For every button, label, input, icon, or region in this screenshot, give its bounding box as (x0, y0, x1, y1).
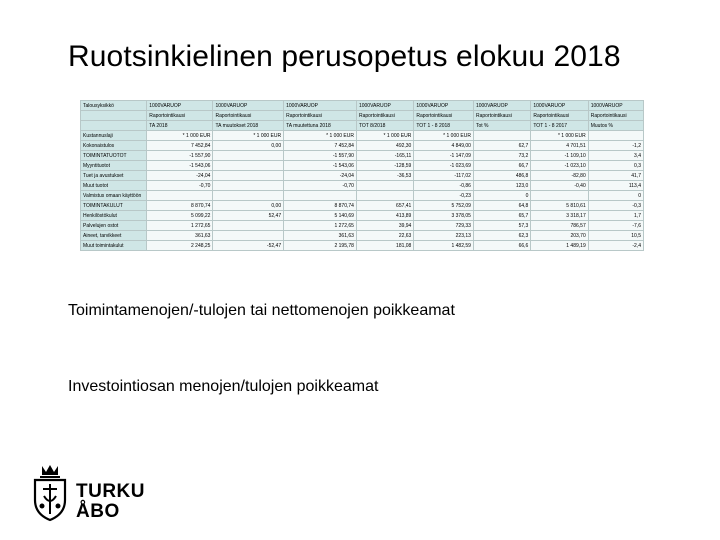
row-label: Muut tuotot (81, 181, 147, 191)
table-cell: 2 195,78 (284, 241, 357, 251)
table-cell: -0,70 (147, 181, 213, 191)
table-cell: 66,6 (473, 241, 530, 251)
table-cell: 181,08 (356, 241, 413, 251)
table-row (81, 171, 644, 181)
table-header-cell: Raportointikausi (588, 111, 643, 121)
table-header-cell: TA muutokset 2018 (213, 121, 284, 131)
table-cell: -52,47 (213, 241, 284, 251)
table-cell: -0,40 (531, 181, 588, 191)
table-cell (213, 171, 284, 181)
table-header-row (81, 101, 644, 111)
table-cell: 113,4 (588, 181, 643, 191)
table-cell: 0 (588, 191, 643, 201)
row-label: Valmistus omaan käyttöön (81, 191, 147, 201)
table-cell (213, 191, 284, 201)
table-cell: -36,53 (356, 171, 413, 181)
table-row (81, 221, 644, 231)
table-cell: 57,3 (473, 221, 530, 231)
table-cell (213, 161, 284, 171)
table-body (81, 101, 644, 251)
table-cell: -7,6 (588, 221, 643, 231)
table-cell (356, 191, 413, 201)
table-cell: 3 378,05 (414, 211, 474, 221)
row-label: TOIMINTATUOTOT (81, 151, 147, 161)
table-cell: * 1 000 EUR (414, 131, 474, 141)
table-header-cell: Raportointikausi (414, 111, 474, 121)
table-cell: 4 849,00 (414, 141, 474, 151)
table-cell: 5 099,22 (147, 211, 213, 221)
table-cell: -0,86 (414, 181, 474, 191)
header-row-label: Talousyksikkö (81, 101, 147, 111)
table-cell: 1,7 (588, 211, 643, 221)
slide-title: Ruotsinkielinen perusopetus elokuu 2018 (68, 40, 621, 73)
table-cell: 52,47 (213, 211, 284, 221)
table-header-cell: Muutos % (588, 121, 643, 131)
table-cell: -165,11 (356, 151, 413, 161)
table-cell: 361,63 (147, 231, 213, 241)
header-row-label (81, 111, 147, 121)
table-cell: 657,41 (356, 201, 413, 211)
table-cell: 73,2 (473, 151, 530, 161)
table-row (81, 201, 644, 211)
table-cell: 1 272,65 (147, 221, 213, 231)
table-cell: 413,89 (356, 211, 413, 221)
table-cell: 4 701,51 (531, 141, 588, 151)
table-cell: * 1 000 EUR (213, 131, 284, 141)
table-cell: -1,2 (588, 141, 643, 151)
table-cell: -82,80 (531, 171, 588, 181)
table-header-cell: Raportointikausi (473, 111, 530, 121)
table-cell: 0 (473, 191, 530, 201)
row-label: Henkilöstökulut (81, 211, 147, 221)
table-row (81, 131, 644, 141)
table-header-row (81, 111, 644, 121)
table-cell: 786,57 (531, 221, 588, 231)
table-header-cell: 1000VARUOP (356, 101, 413, 111)
table-cell: -1 557,90 (284, 151, 357, 161)
table-header-cell: Raportointikausi (356, 111, 413, 121)
table-cell: -1 557,90 (147, 151, 213, 161)
table-row (81, 151, 644, 161)
header-row-label (81, 121, 147, 131)
table-header-cell: 1000VARUOP (147, 101, 213, 111)
table-cell: 66,7 (473, 161, 530, 171)
row-label: Aineet, tarvikkeet (81, 231, 147, 241)
table-cell: 486,8 (473, 171, 530, 181)
turku-abo-logo (30, 462, 160, 524)
table-cell: 3,4 (588, 151, 643, 161)
table-row (81, 241, 644, 251)
table-cell: 1 482,59 (414, 241, 474, 251)
table-cell: -24,04 (284, 171, 357, 181)
table-cell (356, 181, 413, 191)
table-cell: 0,00 (213, 141, 284, 151)
table-cell: 5 140,69 (284, 211, 357, 221)
table-cell: -117,02 (414, 171, 474, 181)
table-cell: -2,4 (588, 241, 643, 251)
table-cell: 64,8 (473, 201, 530, 211)
table-header-cell: TOT 8/2018 (356, 121, 413, 131)
logo-text-abo: ÅBO (76, 501, 120, 522)
row-label: Kustannuslaji (81, 131, 147, 141)
table-cell (588, 131, 643, 141)
table-row (81, 231, 644, 241)
table-header-cell: 1000VARUOP (473, 101, 530, 111)
table-header-cell: TOT 1 - 8 2018 (414, 121, 474, 131)
table-cell: -1 109,10 (531, 151, 588, 161)
table-cell (473, 131, 530, 141)
table-cell: 492,30 (356, 141, 413, 151)
table-header-cell: 1000VARUOP (284, 101, 357, 111)
row-label: Palvelujen ostot (81, 221, 147, 231)
table-cell: 5 752,09 (414, 201, 474, 211)
table-cell: 8 870,74 (284, 201, 357, 211)
table-cell: -1 147,09 (414, 151, 474, 161)
budget-table (80, 100, 644, 251)
table-cell: 0,00 (213, 201, 284, 211)
table-cell: 10,5 (588, 231, 643, 241)
table-header-cell: Raportointikausi (147, 111, 213, 121)
table-cell: -0,70 (284, 181, 357, 191)
table-cell (147, 191, 213, 201)
table-header-cell: 1000VARUOP (213, 101, 284, 111)
table-header-cell: Tot % (473, 121, 530, 131)
table-cell: -1 023,69 (414, 161, 474, 171)
table-header-cell: TA muutettuna 2018 (284, 121, 357, 131)
logo-text-turku: TURKU (76, 481, 145, 502)
table-cell: 0,3 (588, 161, 643, 171)
table-header-cell: Raportointikausi (531, 111, 588, 121)
table-cell: 3 318,17 (531, 211, 588, 221)
table-row (81, 141, 644, 151)
row-label: Tuet ja avustukset (81, 171, 147, 181)
table-cell: 223,13 (414, 231, 474, 241)
table-cell: * 1 000 EUR (147, 131, 213, 141)
table-cell: 39,94 (356, 221, 413, 231)
table-header-cell: TOT 1 - 8 2017 (531, 121, 588, 131)
table-row (81, 161, 644, 171)
table-cell: -1 543,06 (147, 161, 213, 171)
table-header-cell: Raportointikausi (284, 111, 357, 121)
table-row (81, 211, 644, 221)
table-header-row (81, 121, 644, 131)
table-cell: -128,59 (356, 161, 413, 171)
table-cell: 123,0 (473, 181, 530, 191)
table-cell (213, 151, 284, 161)
coat-of-arms-icon (30, 462, 70, 524)
table-cell: 1 489,19 (531, 241, 588, 251)
table-row (81, 181, 644, 191)
table-cell (531, 191, 588, 201)
table-cell: * 1 000 EUR (356, 131, 413, 141)
table-cell: -1 543,06 (284, 161, 357, 171)
table-cell: 62,3 (473, 231, 530, 241)
table-header-cell: 1000VARUOP (414, 101, 474, 111)
table-cell: 8 870,74 (147, 201, 213, 211)
row-label: TOIMINTAKULUT (81, 201, 147, 211)
budget-table-container (80, 100, 644, 251)
table-header-cell: 1000VARUOP (588, 101, 643, 111)
table-cell: -24,04 (147, 171, 213, 181)
section-heading-operating: Toimintamenojen/-tulojen tai nettomenojen poikkeamat (68, 302, 455, 319)
table-cell: 361,63 (284, 231, 357, 241)
table-cell: 5 810,61 (531, 201, 588, 211)
table-cell: 41,7 (588, 171, 643, 181)
row-label: Myyntituotot (81, 161, 147, 171)
table-cell: * 1 000 EUR (284, 131, 357, 141)
table-cell: -0,23 (414, 191, 474, 201)
table-cell: 7 452,84 (147, 141, 213, 151)
table-header-cell: 1000VARUOP (531, 101, 588, 111)
table-cell: 22,63 (356, 231, 413, 241)
table-cell: 203,70 (531, 231, 588, 241)
table-header-cell: TA 2018 (147, 121, 213, 131)
table-cell (284, 191, 357, 201)
table-cell: -0,3 (588, 201, 643, 211)
section-heading-investment: Investointiosan menojen/tulojen poikkeamat (68, 378, 379, 395)
table-cell (213, 221, 284, 231)
table-cell: 62,7 (473, 141, 530, 151)
table-cell: 65,7 (473, 211, 530, 221)
table-header-cell: Raportointikausi (213, 111, 284, 121)
table-cell: 729,33 (414, 221, 474, 231)
table-cell: 1 272,65 (284, 221, 357, 231)
row-label: Muut toimintakulut (81, 241, 147, 251)
row-label: Kokonaistulos (81, 141, 147, 151)
table-cell: -1 023,10 (531, 161, 588, 171)
table-cell (213, 231, 284, 241)
table-cell (213, 181, 284, 191)
table-row (81, 191, 644, 201)
table-cell: 7 452,84 (284, 141, 357, 151)
table-cell: 2 248,25 (147, 241, 213, 251)
table-cell: * 1 000 EUR (531, 131, 588, 141)
